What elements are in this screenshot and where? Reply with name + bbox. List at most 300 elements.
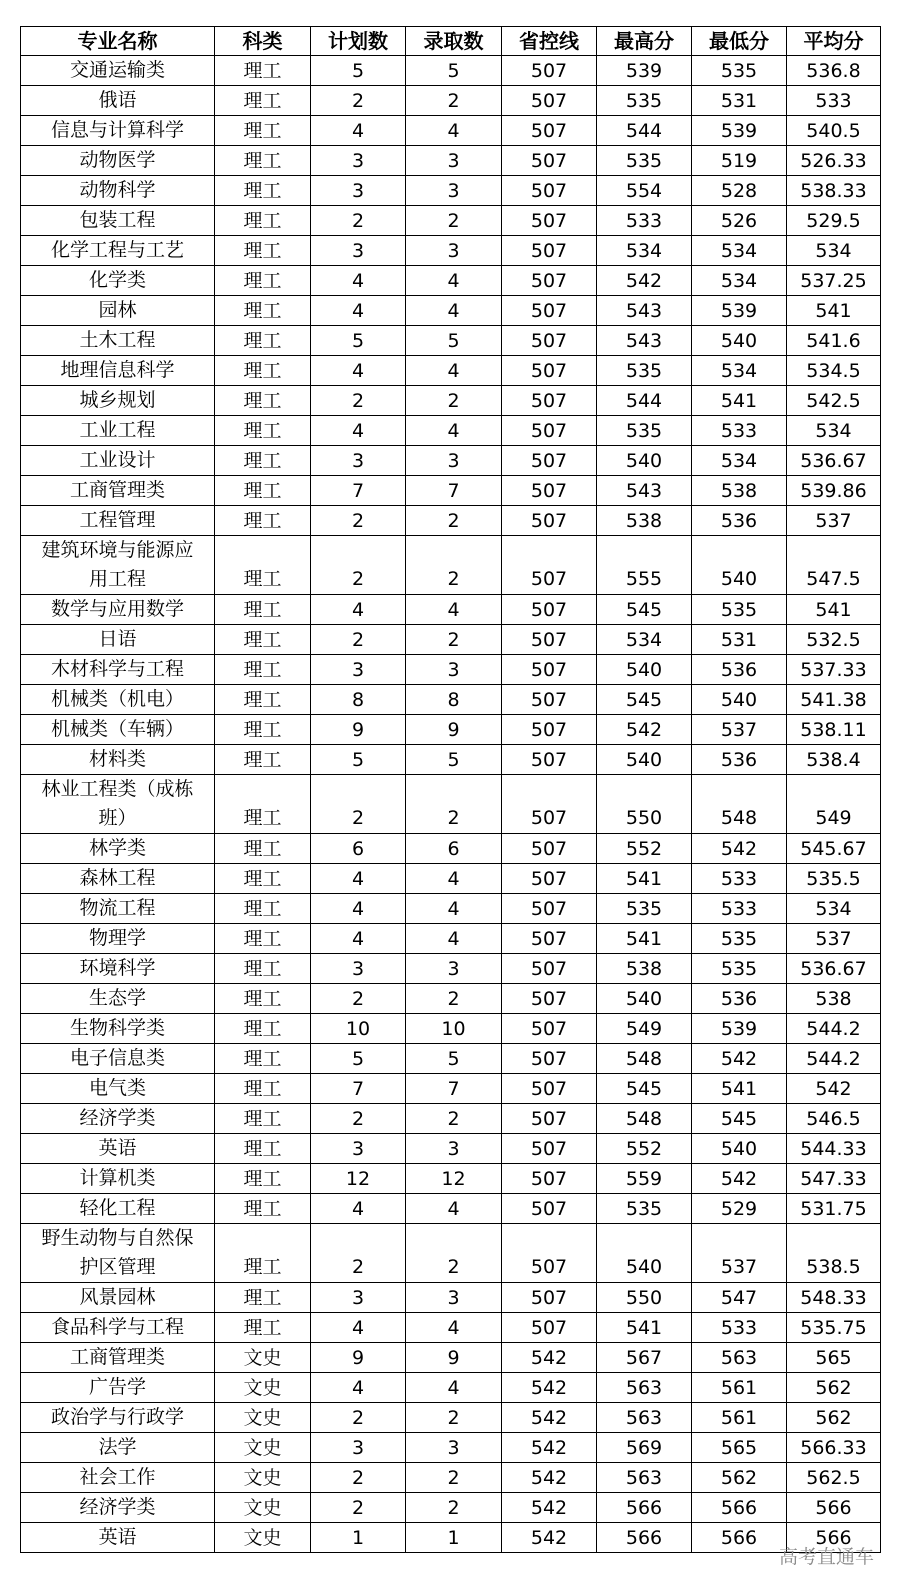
- major-cell: 电子信息类: [21, 1044, 215, 1074]
- min-score-cell: 541: [692, 386, 787, 416]
- control-line-cell: 542: [502, 1403, 597, 1433]
- min-score-cell: 536: [692, 655, 787, 685]
- major-cell: 工商管理类: [21, 1343, 215, 1373]
- max-score-cell: 544: [597, 386, 692, 416]
- min-score-cell: 537: [692, 715, 787, 745]
- table-row: [21, 1523, 881, 1553]
- avg-score-cell: 541.6: [787, 326, 881, 356]
- major-cell: 计算机类: [21, 1164, 215, 1194]
- max-score-cell: 555: [597, 536, 692, 595]
- min-score-cell: 533: [692, 864, 787, 894]
- major-cell: 森林工程: [21, 864, 215, 894]
- min-score-cell: 526: [692, 206, 787, 236]
- max-score-cell: 550: [597, 775, 692, 834]
- plan-count-cell: 4: [311, 864, 406, 894]
- plan-count-cell: 4: [311, 416, 406, 446]
- avg-score-cell: 536.67: [787, 954, 881, 984]
- major-cell: 广告学: [21, 1373, 215, 1403]
- admitted-count-cell: 8: [406, 685, 502, 715]
- plan-count-cell: 3: [311, 146, 406, 176]
- control-line-cell: 542: [502, 1493, 597, 1523]
- max-score-cell: 559: [597, 1164, 692, 1194]
- min-score-cell: 542: [692, 1164, 787, 1194]
- avg-score-cell: 538.33: [787, 176, 881, 206]
- max-score-cell: 566: [597, 1523, 692, 1553]
- avg-score-cell: 562: [787, 1403, 881, 1433]
- control-line-cell: 507: [502, 86, 597, 116]
- plan-count-cell: 1: [311, 1523, 406, 1553]
- avg-score-cell: 541.38: [787, 685, 881, 715]
- category-cell: 理工: [215, 1224, 311, 1283]
- category-cell: 理工: [215, 1074, 311, 1104]
- table-row: [21, 236, 881, 266]
- admitted-count-cell: 6: [406, 834, 502, 864]
- table-row: [21, 146, 881, 176]
- plan-count-cell: 5: [311, 56, 406, 86]
- min-score-cell: 535: [692, 56, 787, 86]
- control-line-cell: 507: [502, 1044, 597, 1074]
- admitted-count-cell: 3: [406, 954, 502, 984]
- table-row: [21, 416, 881, 446]
- admitted-count-cell: 4: [406, 1313, 502, 1343]
- table-row: [21, 536, 881, 595]
- min-score-cell: 547: [692, 1283, 787, 1313]
- control-line-cell: 507: [502, 1014, 597, 1044]
- min-score-cell: 531: [692, 625, 787, 655]
- category-cell: 理工: [215, 1134, 311, 1164]
- admitted-count-cell: 4: [406, 1194, 502, 1224]
- major-cell: 动物科学: [21, 176, 215, 206]
- avg-score-cell: 566.33: [787, 1433, 881, 1463]
- min-score-cell: 531: [692, 86, 787, 116]
- category-cell: 理工: [215, 864, 311, 894]
- max-score-cell: 545: [597, 685, 692, 715]
- plan-count-cell: 2: [311, 1104, 406, 1134]
- category-cell: 理工: [215, 266, 311, 296]
- max-score-cell: 534: [597, 625, 692, 655]
- major-cell: 工业设计: [21, 446, 215, 476]
- category-cell: 理工: [215, 416, 311, 446]
- category-cell: 理工: [215, 356, 311, 386]
- avg-score-cell: 526.33: [787, 146, 881, 176]
- avg-score-cell: 540.5: [787, 116, 881, 146]
- max-score-cell: 535: [597, 416, 692, 446]
- header-major: 专业名称: [21, 27, 215, 56]
- admitted-count-cell: 3: [406, 146, 502, 176]
- control-line-cell: 507: [502, 1224, 597, 1283]
- major-cell: 环境科学: [21, 954, 215, 984]
- control-line-cell: 507: [502, 206, 597, 236]
- max-score-cell: 535: [597, 356, 692, 386]
- control-line-cell: 507: [502, 775, 597, 834]
- admitted-count-cell: 2: [406, 1463, 502, 1493]
- control-line-cell: 507: [502, 506, 597, 536]
- min-score-cell: 540: [692, 536, 787, 595]
- category-cell: 理工: [215, 56, 311, 86]
- major-cell: 工程管理: [21, 506, 215, 536]
- avg-score-cell: 544.2: [787, 1044, 881, 1074]
- min-score-cell: 536: [692, 745, 787, 775]
- table-body: [21, 56, 881, 1553]
- category-cell: 理工: [215, 685, 311, 715]
- control-line-cell: 507: [502, 176, 597, 206]
- admitted-count-cell: 3: [406, 1433, 502, 1463]
- max-score-cell: 563: [597, 1463, 692, 1493]
- avg-score-cell: 538: [787, 984, 881, 1014]
- table-header-row: [21, 27, 881, 56]
- major-cell: 机械类（车辆）: [21, 715, 215, 745]
- major-cell: 生物科学类: [21, 1014, 215, 1044]
- table-row: [21, 1313, 881, 1343]
- category-cell: 理工: [215, 1044, 311, 1074]
- table-row: [21, 1283, 881, 1313]
- avg-score-cell: 566: [787, 1493, 881, 1523]
- category-cell: 理工: [215, 625, 311, 655]
- table-row: [21, 1164, 881, 1194]
- max-score-cell: 539: [597, 56, 692, 86]
- table-row: [21, 1343, 881, 1373]
- avg-score-cell: 535.5: [787, 864, 881, 894]
- max-score-cell: 538: [597, 954, 692, 984]
- avg-score-cell: 547.33: [787, 1164, 881, 1194]
- control-line-cell: 542: [502, 1373, 597, 1403]
- table-row: [21, 894, 881, 924]
- table-row: [21, 954, 881, 984]
- max-score-cell: 535: [597, 86, 692, 116]
- admitted-count-cell: 2: [406, 1224, 502, 1283]
- admitted-count-cell: 4: [406, 116, 502, 146]
- major-cell: 俄语: [21, 86, 215, 116]
- category-cell: 理工: [215, 1194, 311, 1224]
- avg-score-cell: 541: [787, 595, 881, 625]
- major-cell: 社会工作: [21, 1463, 215, 1493]
- min-score-cell: 535: [692, 954, 787, 984]
- plan-count-cell: 2: [311, 386, 406, 416]
- major-cell: 电气类: [21, 1074, 215, 1104]
- table-row: [21, 1194, 881, 1224]
- max-score-cell: 535: [597, 1194, 692, 1224]
- admitted-count-cell: 2: [406, 386, 502, 416]
- category-cell: 理工: [215, 715, 311, 745]
- avg-score-cell: 536.67: [787, 446, 881, 476]
- avg-score-cell: 565: [787, 1343, 881, 1373]
- control-line-cell: 507: [502, 864, 597, 894]
- max-score-cell: 552: [597, 834, 692, 864]
- avg-score-cell: 536.8: [787, 56, 881, 86]
- min-score-cell: 535: [692, 924, 787, 954]
- max-score-cell: 540: [597, 984, 692, 1014]
- category-cell: 理工: [215, 984, 311, 1014]
- admitted-count-cell: 2: [406, 536, 502, 595]
- min-score-cell: 541: [692, 1074, 787, 1104]
- major-cell: 木材科学与工程: [21, 655, 215, 685]
- max-score-cell: 554: [597, 176, 692, 206]
- header-control-line: 省控线: [502, 27, 597, 56]
- min-score-cell: 561: [692, 1403, 787, 1433]
- table-row: [21, 1104, 881, 1134]
- min-score-cell: 534: [692, 446, 787, 476]
- control-line-cell: 507: [502, 924, 597, 954]
- control-line-cell: 507: [502, 56, 597, 86]
- control-line-cell: 507: [502, 476, 597, 506]
- major-cell: 野生动物与自然保 护区管理: [21, 1224, 215, 1283]
- min-score-cell: 562: [692, 1463, 787, 1493]
- avg-score-cell: 539.86: [787, 476, 881, 506]
- category-cell: 理工: [215, 236, 311, 266]
- table-row: [21, 86, 881, 116]
- plan-count-cell: 4: [311, 894, 406, 924]
- category-cell: 理工: [215, 116, 311, 146]
- plan-count-cell: 3: [311, 1433, 406, 1463]
- min-score-cell: 542: [692, 1044, 787, 1074]
- max-score-cell: 552: [597, 1134, 692, 1164]
- max-score-cell: 534: [597, 236, 692, 266]
- major-cell: 物流工程: [21, 894, 215, 924]
- control-line-cell: 542: [502, 1523, 597, 1553]
- avg-score-cell: 541: [787, 296, 881, 326]
- control-line-cell: 507: [502, 954, 597, 984]
- min-score-cell: 533: [692, 894, 787, 924]
- avg-score-cell: 534: [787, 236, 881, 266]
- admission-scores-table: [20, 26, 881, 1553]
- category-cell: 理工: [215, 206, 311, 236]
- plan-count-cell: 5: [311, 745, 406, 775]
- plan-count-cell: 2: [311, 1403, 406, 1433]
- avg-score-cell: 544.33: [787, 1134, 881, 1164]
- table-row: [21, 56, 881, 86]
- major-cell: 化学工程与工艺: [21, 236, 215, 266]
- category-cell: 文史: [215, 1463, 311, 1493]
- max-score-cell: 538: [597, 506, 692, 536]
- plan-count-cell: 3: [311, 1134, 406, 1164]
- admitted-count-cell: 2: [406, 1493, 502, 1523]
- plan-count-cell: 3: [311, 655, 406, 685]
- plan-count-cell: 2: [311, 984, 406, 1014]
- min-score-cell: 538: [692, 476, 787, 506]
- category-cell: 理工: [215, 536, 311, 595]
- table-row: [21, 296, 881, 326]
- category-cell: 理工: [215, 775, 311, 834]
- plan-count-cell: 4: [311, 924, 406, 954]
- avg-score-cell: 533: [787, 86, 881, 116]
- major-cell: 土木工程: [21, 326, 215, 356]
- table-row: [21, 1224, 881, 1283]
- max-score-cell: 563: [597, 1373, 692, 1403]
- plan-count-cell: 2: [311, 1493, 406, 1523]
- control-line-cell: 507: [502, 745, 597, 775]
- category-cell: 文史: [215, 1343, 311, 1373]
- max-score-cell: 540: [597, 745, 692, 775]
- max-score-cell: 545: [597, 1074, 692, 1104]
- major-cell: 经济学类: [21, 1104, 215, 1134]
- avg-score-cell: 549: [787, 775, 881, 834]
- min-score-cell: 519: [692, 146, 787, 176]
- max-score-cell: 550: [597, 1283, 692, 1313]
- category-cell: 理工: [215, 446, 311, 476]
- max-score-cell: 548: [597, 1104, 692, 1134]
- control-line-cell: 507: [502, 236, 597, 266]
- category-cell: 理工: [215, 326, 311, 356]
- admitted-count-cell: 2: [406, 984, 502, 1014]
- control-line-cell: 507: [502, 834, 597, 864]
- max-score-cell: 540: [597, 655, 692, 685]
- plan-count-cell: 8: [311, 685, 406, 715]
- min-score-cell: 548: [692, 775, 787, 834]
- plan-count-cell: 6: [311, 834, 406, 864]
- min-score-cell: 545: [692, 1104, 787, 1134]
- avg-score-cell: 529.5: [787, 206, 881, 236]
- table-row: [21, 1014, 881, 1044]
- max-score-cell: 549: [597, 1014, 692, 1044]
- control-line-cell: 542: [502, 1463, 597, 1493]
- plan-count-cell: 9: [311, 715, 406, 745]
- table-row: [21, 1433, 881, 1463]
- control-line-cell: 507: [502, 1313, 597, 1343]
- header-category: 科类: [215, 27, 311, 56]
- max-score-cell: 543: [597, 326, 692, 356]
- admitted-count-cell: 3: [406, 1134, 502, 1164]
- avg-score-cell: 537.33: [787, 655, 881, 685]
- category-cell: 理工: [215, 1283, 311, 1313]
- min-score-cell: 566: [692, 1493, 787, 1523]
- table-row: [21, 446, 881, 476]
- plan-count-cell: 3: [311, 176, 406, 206]
- plan-count-cell: 2: [311, 625, 406, 655]
- min-score-cell: 561: [692, 1373, 787, 1403]
- admitted-count-cell: 10: [406, 1014, 502, 1044]
- max-score-cell: 545: [597, 595, 692, 625]
- major-cell: 地理信息科学: [21, 356, 215, 386]
- major-cell: 城乡规划: [21, 386, 215, 416]
- table-row: [21, 176, 881, 206]
- admitted-count-cell: 1: [406, 1523, 502, 1553]
- max-score-cell: 540: [597, 1224, 692, 1283]
- plan-count-cell: 4: [311, 296, 406, 326]
- admitted-count-cell: 4: [406, 864, 502, 894]
- table-row: [21, 386, 881, 416]
- major-cell: 日语: [21, 625, 215, 655]
- plan-count-cell: 3: [311, 236, 406, 266]
- category-cell: 理工: [215, 1313, 311, 1343]
- category-cell: 理工: [215, 894, 311, 924]
- max-score-cell: 541: [597, 864, 692, 894]
- control-line-cell: 507: [502, 595, 597, 625]
- admitted-count-cell: 5: [406, 745, 502, 775]
- category-cell: 理工: [215, 476, 311, 506]
- category-cell: 理工: [215, 595, 311, 625]
- avg-score-cell: 562: [787, 1373, 881, 1403]
- category-cell: 理工: [215, 655, 311, 685]
- major-cell: 包装工程: [21, 206, 215, 236]
- header-plan-count: 计划数: [311, 27, 406, 56]
- plan-count-cell: 2: [311, 775, 406, 834]
- max-score-cell: 563: [597, 1403, 692, 1433]
- admitted-count-cell: 3: [406, 655, 502, 685]
- min-score-cell: 542: [692, 834, 787, 864]
- category-cell: 文史: [215, 1523, 311, 1553]
- plan-count-cell: 10: [311, 1014, 406, 1044]
- avg-score-cell: 534.5: [787, 356, 881, 386]
- min-score-cell: 534: [692, 236, 787, 266]
- major-cell: 林学类: [21, 834, 215, 864]
- table-row: [21, 506, 881, 536]
- avg-score-cell: 532.5: [787, 625, 881, 655]
- max-score-cell: 569: [597, 1433, 692, 1463]
- control-line-cell: 507: [502, 1164, 597, 1194]
- major-cell: 化学类: [21, 266, 215, 296]
- admitted-count-cell: 4: [406, 924, 502, 954]
- major-cell: 建筑环境与能源应 用工程: [21, 536, 215, 595]
- avg-score-cell: 537.25: [787, 266, 881, 296]
- avg-score-cell: 535.75: [787, 1313, 881, 1343]
- plan-count-cell: 4: [311, 266, 406, 296]
- table-row: [21, 775, 881, 834]
- admitted-count-cell: 5: [406, 56, 502, 86]
- category-cell: 文史: [215, 1493, 311, 1523]
- category-cell: 理工: [215, 176, 311, 206]
- avg-score-cell: 548.33: [787, 1283, 881, 1313]
- min-score-cell: 533: [692, 416, 787, 446]
- category-cell: 理工: [215, 924, 311, 954]
- min-score-cell: 536: [692, 984, 787, 1014]
- plan-count-cell: 2: [311, 1463, 406, 1493]
- min-score-cell: 540: [692, 1134, 787, 1164]
- control-line-cell: 507: [502, 146, 597, 176]
- admitted-count-cell: 4: [406, 595, 502, 625]
- category-cell: 理工: [215, 954, 311, 984]
- category-cell: 理工: [215, 1104, 311, 1134]
- header-min-score: 最低分: [692, 27, 787, 56]
- plan-count-cell: 4: [311, 595, 406, 625]
- category-cell: 理工: [215, 386, 311, 416]
- category-cell: 文史: [215, 1403, 311, 1433]
- category-cell: 理工: [215, 506, 311, 536]
- max-score-cell: 541: [597, 1313, 692, 1343]
- header-max-score: 最高分: [597, 27, 692, 56]
- avg-score-cell: 545.67: [787, 834, 881, 864]
- category-cell: 文史: [215, 1373, 311, 1403]
- control-line-cell: 507: [502, 894, 597, 924]
- control-line-cell: 507: [502, 296, 597, 326]
- major-cell: 数学与应用数学: [21, 595, 215, 625]
- table-row: [21, 1373, 881, 1403]
- admitted-count-cell: 4: [406, 416, 502, 446]
- avg-score-cell: 546.5: [787, 1104, 881, 1134]
- avg-score-cell: 537: [787, 506, 881, 536]
- min-score-cell: 539: [692, 1014, 787, 1044]
- plan-count-cell: 3: [311, 1283, 406, 1313]
- category-cell: 理工: [215, 146, 311, 176]
- avg-score-cell: 566: [787, 1523, 881, 1553]
- control-line-cell: 507: [502, 386, 597, 416]
- max-score-cell: 548: [597, 1044, 692, 1074]
- control-line-cell: 507: [502, 1074, 597, 1104]
- max-score-cell: 544: [597, 116, 692, 146]
- avg-score-cell: 544.2: [787, 1014, 881, 1044]
- admitted-count-cell: 3: [406, 446, 502, 476]
- plan-count-cell: 4: [311, 1373, 406, 1403]
- admitted-count-cell: 9: [406, 715, 502, 745]
- admitted-count-cell: 4: [406, 296, 502, 326]
- control-line-cell: 507: [502, 685, 597, 715]
- control-line-cell: 507: [502, 536, 597, 595]
- admitted-count-cell: 4: [406, 894, 502, 924]
- admitted-count-cell: 2: [406, 775, 502, 834]
- major-cell: 工商管理类: [21, 476, 215, 506]
- category-cell: 理工: [215, 745, 311, 775]
- max-score-cell: 542: [597, 715, 692, 745]
- control-line-cell: 542: [502, 1433, 597, 1463]
